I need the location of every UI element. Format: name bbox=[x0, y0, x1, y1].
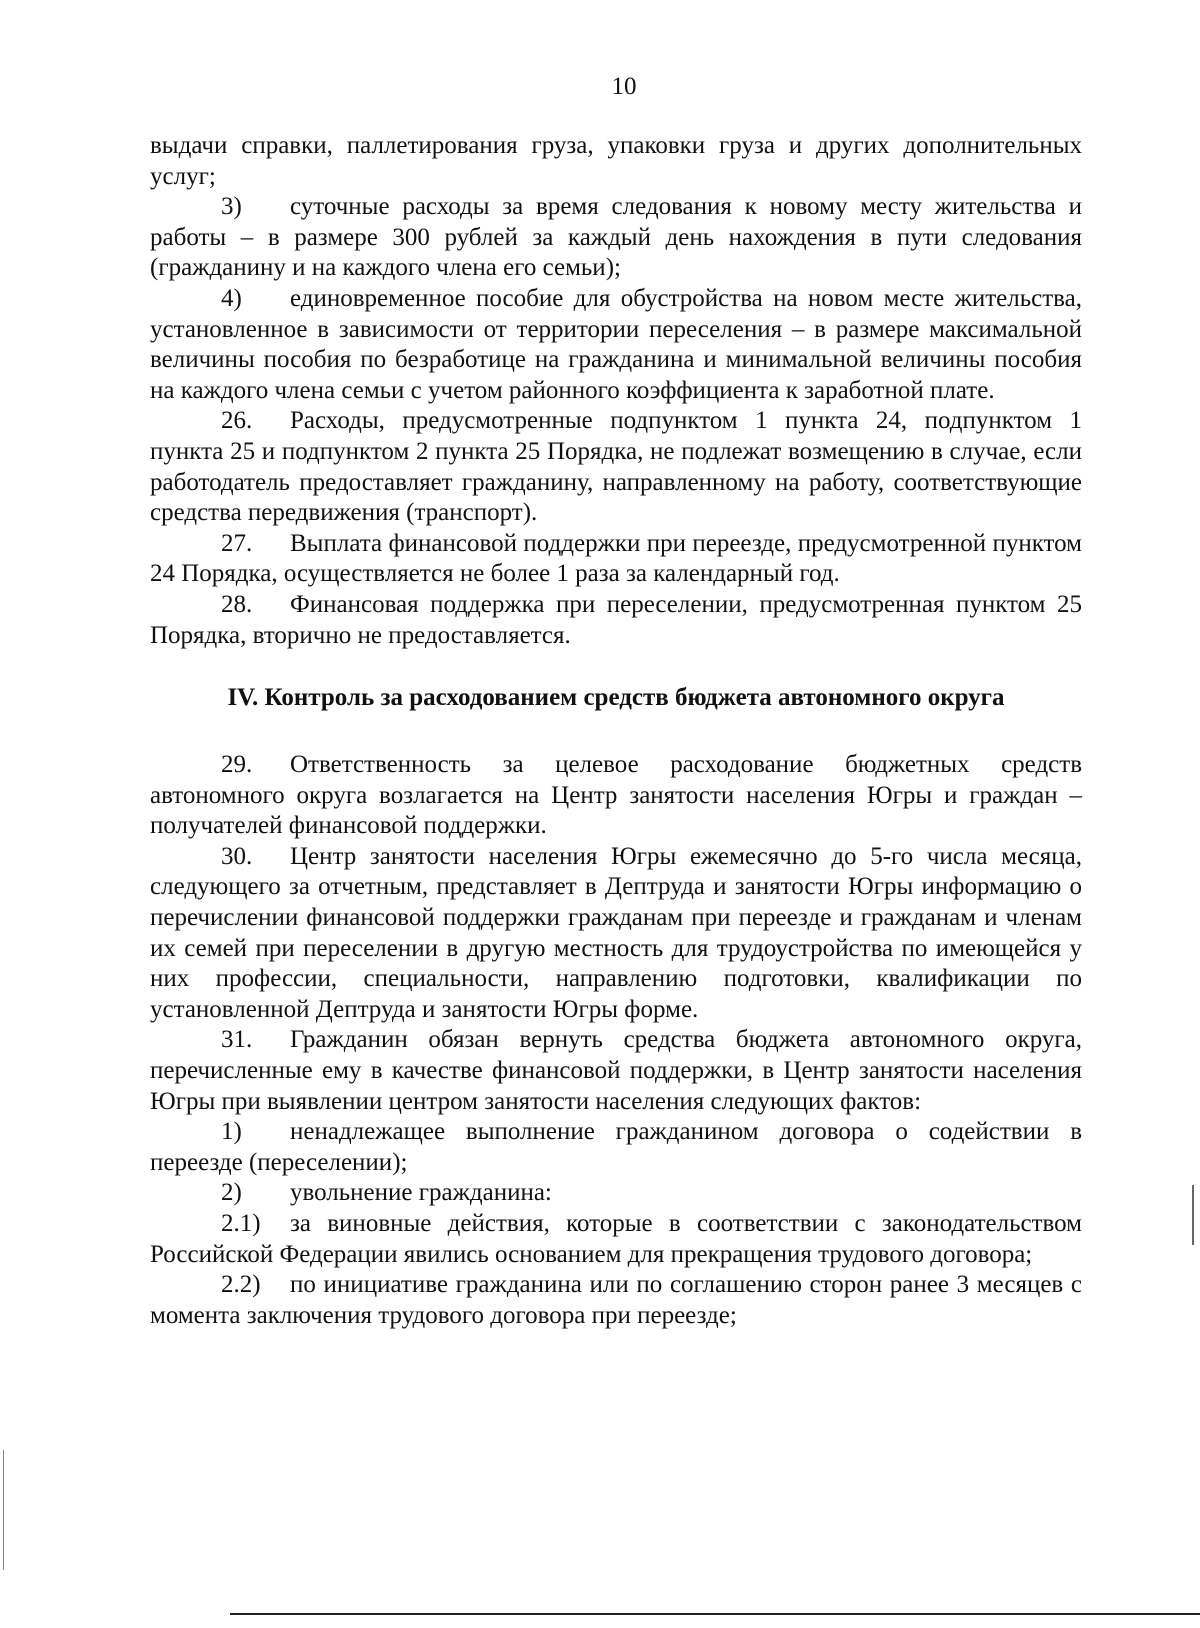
item-number: 2.1) bbox=[221, 1210, 261, 1237]
paragraph-item bbox=[150, 284, 1082, 406]
paragraph-text: Выплата финансовой поддержки при переезде, предусмотренной пунктом 24 Порядка, осуществляется не более 1 раза за календарный год. bbox=[150, 529, 1082, 588]
document-body bbox=[150, 131, 1082, 1331]
paragraph-item bbox=[150, 590, 1082, 651]
page-bottom-rule bbox=[230, 1613, 1200, 1615]
paragraph-item bbox=[150, 1117, 1082, 1178]
paragraph-text: Расходы, предусмотренные подпунктом 1 пункта 24, подпунктом 1 пункта 25 и подпунктом 2 пункта 25 Порядка, не подлежат возмещению в случае, если работодатель предоставляет гражданину, направленному на работу, соответствующие средства передвижения (транспорт). bbox=[150, 407, 1082, 527]
section-heading: IV. Контроль за расходованием средств бюджета автономного округа bbox=[227, 684, 1005, 712]
paragraph-text: Ответственность за целевое расходование бюджетных средств автономного округа возлагается на Центр занятости населения Югры и граждан – получателей финансовой поддержки. bbox=[150, 751, 1082, 840]
paragraph-text: Центр занятости населения Югры ежемесячно до 5-го числа месяца, следующего за отчетным, представляет в Дептруда и занятости Югры информацию о перечислении финансовой поддержки гражданам при переезде и гражданам и членам их семей при переселении в другую местность для трудоустройства по имеющейся у них профессии, специальности, направлению подготовки, квалификации по установленной Дептруда и занятости Югры форме. bbox=[150, 842, 1082, 1023]
paragraph-item bbox=[150, 842, 1082, 1026]
paragraph-item bbox=[150, 1178, 1082, 1209]
item-number: 30. bbox=[221, 842, 253, 870]
paragraph-text: за виновные действия, которые в соответствии с законодательством Российской Федерации явились основанием для прекращения трудового договора; bbox=[150, 1210, 1082, 1268]
paragraph-text: ненадлежащее выполнение гражданином договора о содействии в переезде (переселении); bbox=[150, 1118, 1082, 1176]
item-number: 31. bbox=[221, 1026, 253, 1054]
paragraph-text: выдачи справки, паллетирования груза, упаковки груза и других дополнительных услуг; bbox=[150, 132, 1082, 190]
paragraph-item bbox=[150, 1270, 1082, 1331]
paragraph-continuation bbox=[150, 131, 1082, 192]
paragraph-item bbox=[150, 1209, 1082, 1270]
item-number: 2) bbox=[221, 1179, 242, 1207]
item-number: 28. bbox=[221, 590, 253, 618]
paragraph-text: единовременное пособие для обустройства на новом месте жительства, установленное в зависимости от территории переселения – в размере максимальной величины пособия по безработице на гражданина и минимальной величины пособия на каждого члена семьи с учетом районного коэффициента к заработной плате. bbox=[150, 284, 1082, 404]
paragraph-item bbox=[150, 192, 1082, 284]
paragraph-item bbox=[150, 1025, 1082, 1117]
paragraph-text: Гражданин обязан вернуть средства бюджета автономного округа, перечисленные ему в качестве финансовой поддержки, в Центр занятости населения Югры при выявлении центром занятости населения следующих фактов: bbox=[150, 1026, 1082, 1115]
paragraph-item bbox=[150, 529, 1082, 590]
paragraph-text: суточные расходы за время следования к новому месту жительства и работы – в размере 300 рублей за каждый день нахождения в пути следования (гражданину и на каждого члена его семьи); bbox=[150, 193, 1082, 282]
paragraph-item bbox=[150, 750, 1082, 842]
page-number: 10 bbox=[611, 73, 637, 100]
item-number: 2.2) bbox=[221, 1271, 261, 1299]
scan-margin-mark bbox=[1192, 1185, 1194, 1245]
item-number: 26. bbox=[221, 407, 253, 435]
paragraph-text: по инициативе гражданина или по соглашению сторон ранее 3 месяцев с момента заключения трудового договора при переезде; bbox=[150, 1271, 1082, 1329]
item-number: 3) bbox=[221, 193, 242, 221]
item-number: 27. bbox=[221, 529, 253, 557]
paragraph-text: Финансовая поддержка при переселении, предусмотренная пунктом 25 Порядка, вторично не предоставляется. bbox=[150, 590, 1082, 649]
item-number: 4) bbox=[221, 284, 242, 312]
item-number: 1) bbox=[221, 1118, 242, 1146]
paragraph-item bbox=[150, 406, 1082, 528]
scan-margin-mark bbox=[3, 1450, 4, 1570]
item-number: 29. bbox=[221, 751, 253, 779]
paragraph-text: увольнение гражданина: bbox=[290, 1179, 552, 1207]
